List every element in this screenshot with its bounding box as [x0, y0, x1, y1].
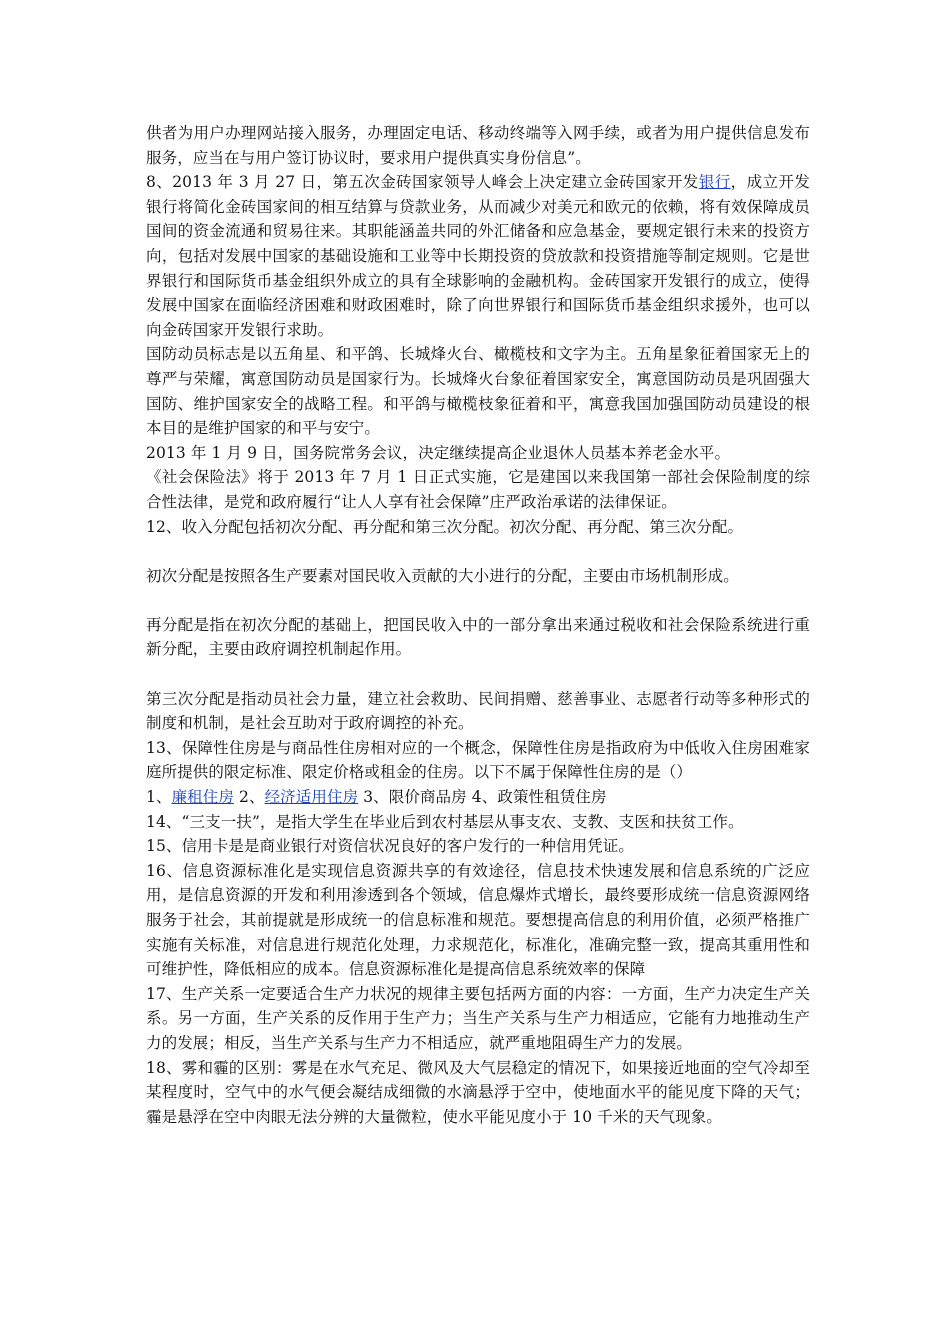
blank-line	[146, 539, 810, 564]
paragraph-pension: 2013 年 1 月 9 日，国务院常务会议，决定继续提高企业退休人员基本养老金水平。	[146, 443, 731, 462]
link-bank[interactable]: 银行	[698, 173, 731, 192]
paragraph-fog-haze: 18、雾和霾的区别：雾是在水气充足、微风及大气层稳定的情况下，如果接近地面的空气冷却至某程度时，空气中的水气便会凝结成细微的水滴悬浮于空中，使地面水平的能见度下降的天气；霾是悬浮在空中肉眼无法分辨的大量微粒，使水平能见度小于 10 千米的天气现象。	[146, 1058, 810, 1126]
paragraph-income-distribution: 12、收入分配包括初次分配、再分配和第三次分配。初次分配、再分配、第三次分配。	[146, 517, 744, 536]
paragraph-affordable-housing: 13、保障性住房是与商品性住房相对应的一个概念，保障性住房是指政府为中低收入住房困难家庭所提供的限定标准、限定价格或租金的住房。以下不属于保障性住房的是（）	[146, 738, 810, 782]
paragraph-defense-mobilization: 国防动员标志是以五角星、和平鸽、长城烽火台、橄榄枝和文字为主。五角星象征着国家无上的尊严与荣耀，寓意国防动员是国家行为。长城烽火台象征着国家安全，寓意国防动员是巩固强大国防、维护国家安全的战略工程。和平鸽与橄榄枝象征着和平，寓意我国加强国防动员建设的根本目的是维护国家的和平与安宁。	[146, 345, 810, 438]
option-rest: 3、限价商品房 4、政策性租赁住房	[358, 788, 607, 807]
option-number: 2、	[233, 788, 265, 807]
paragraph-three-supports: 14、“三支一扶”，是指大学生在毕业后到农村基层从事支农、支教、支医和扶贫工作。	[146, 812, 744, 831]
blank-line	[146, 662, 810, 687]
paragraph-third-distribution: 第三次分配是指动员社会力量，建立社会救助、民间捐赠、慈善事业、志愿者行动等多种形式的制度和机制，是社会互助对于政府调控的补充。	[146, 689, 810, 733]
paragraph-text: 8、2013 年 3 月 27 日，第五次金砖国家领导人峰会上决定建立金砖国家开发	[146, 173, 699, 192]
paragraph-redistribution: 再分配是指在初次分配的基础上，把国民收入中的一部分拿出来通过税收和社会保险系统进行重新分配，主要由政府调控机制起作用。	[146, 615, 810, 659]
link-low-rent-housing[interactable]: 廉租住房	[171, 788, 234, 807]
paragraph-info-standardization: 16、信息资源标准化是实现信息资源共享的有效途径，信息技术快速发展和信息系统的广泛应用，是信息资源的开发和利用渗透到各个领域，信息爆炸式增长，最终要形成统一信息资源网络服务于社会，其前提就是形成统一的信息标准和规范。要想提高信息的利用价值，必须严格推广实施有关标准，对信息进行规范化处理，力求规范化，标准化，准确完整一致，提高其重用性和可维护性，降低相应的成本。信息资源标准化是提高信息系统效率的保障	[146, 861, 810, 979]
paragraph-registration: 供者为用户办理网站接入服务，办理固定电话、移动终端等入网手续，或者为用户提供信息发布服务，应当在与用户签订协议时，要求用户提供真实身份信息”。	[146, 124, 810, 167]
link-economic-housing[interactable]: 经济适用住房	[264, 788, 359, 807]
paragraph-social-insurance-law: 《社会保险法》将于 2013 年 7 月 1 日正式实施，它是建国以来我国第一部社会保险制度的综合性法律，是党和政府履行“让人人享有社会保障”庄严政治承诺的法律保证。	[146, 468, 810, 511]
blank-line	[146, 588, 810, 613]
document-page	[146, 121, 810, 1129]
paragraph-production-relations: 17、生产关系一定要适合生产力状况的规律主要包括两方面的内容：一方面，生产力决定生产关系。另一方面，生产关系的反作用于生产力；当生产关系与生产力相适应，它能有力地推动生产力的发展；相反，当生产关系与生产力不相适应，就严重地阻碍生产力的发展。	[146, 984, 810, 1052]
paragraph-credit-card: 15、信用卡是是商业银行对资信状况良好的客户发行的一种信用凭证。	[146, 837, 634, 856]
paragraph-housing-options	[146, 785, 810, 810]
paragraph-brics-bank	[146, 170, 810, 342]
paragraph-primary-distribution: 初次分配是按照各生产要素对国民收入贡献的大小进行的分配，主要由市场机制形成。	[146, 566, 739, 585]
paragraph-text: ，成立开发银行将简化金砖国家间的相互结算与贷款业务，从而减少对美元和欧元的依赖，将有效保障成员国间的资金流通和贸易往来。其职能涵盖共同的外汇储备和应急基金，要规定银行未来的投资方向，包括对发展中国家的基础设施和工业等中长期投资的贷放款和投资措施等制定规则。它是世界银行和国际货币基金组织外成立的具有全球影响的金融机构。金砖国家开发银行的成立，使得发展中国家在面临经济困难和财政困难时，除了向世界银行和国际货币基金组织求援外，也可以向金砖国家开发银行求助。	[146, 173, 810, 339]
option-number: 1、	[146, 788, 172, 807]
